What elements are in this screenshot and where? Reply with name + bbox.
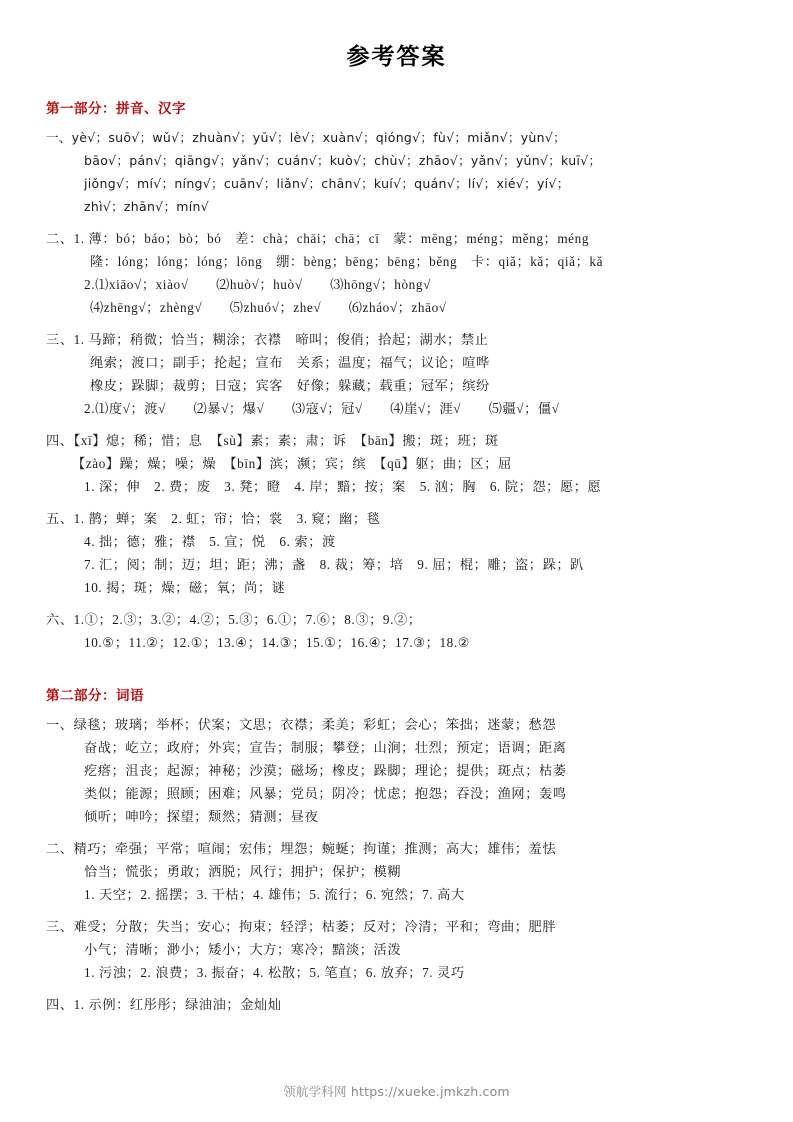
answer-line: 一、yè√；suō√；wǔ√；zhuàn√；yū√；lè√；xuàn√；qióng√；fù√；miǎn√；yùn√；: [46, 130, 566, 145]
answer-line: 【zào】躁；燥；噪；燥 【bīn】滨；濒；宾；缤 【qū】躯；曲；区；屈: [72, 456, 512, 471]
question-block-part1-q5: [46, 507, 747, 599]
question-block-part1-q6: [46, 608, 747, 654]
answer-line: 三、难受；分散；失当；安心；拘束；轻浮；枯萎；反对；冷清；平和；弯曲；肥胖: [46, 919, 557, 934]
answer-line: 1. 深；伸 2. 费；废 3. 凳；瞪 4. 岸；黯；按；案 5. 汹；胸 6. 院；怨；愿；愿: [84, 479, 602, 494]
answer-line: 1. 天空；2. 摇摆；3. 干枯；4. 雄伟；5. 流行；6. 宛然；7. 高大: [84, 887, 465, 902]
question-block-part2-q3: [46, 915, 747, 984]
answer-line: 2.⑴xiāo√；xiào√ ⑵huò√；huò√ ⑶hōng√；hòng√: [84, 277, 431, 292]
answer-line: 二、1. 薄：bó；báo；bò；bó 差：chà；chāi；chā；cī 蒙：mēng；méng；měng；méng: [46, 231, 590, 246]
page-title: 参考答案: [346, 44, 447, 70]
answer-line: 恰当；慌张；勇敢；洒脱；风行；拥护；保护；模糊: [84, 864, 402, 879]
answer-line: 隆：lóng；lóng；lóng；lōng 绷：bèng；bēng；bēng；běng 卡：qiǎ；kǎ；qiǎ；kǎ: [90, 254, 604, 269]
answer-line: 疙瘩；沮丧；起源；神秘；沙漠；磁场；橡皮；跺脚；理论；提供；斑点；枯萎: [84, 763, 567, 778]
part-header-2: 第二部分：词语: [46, 688, 144, 704]
answer-line: 倾听；呻吟；探望；颓然；猜测；昼夜: [84, 809, 319, 824]
question-block-part1-q4: [46, 429, 747, 498]
answer-line: 二、精巧；牵强；平常；喧闹；宏伟；埋怨；蜿蜒；拘谨；推测；高大；雄伟；羞怯: [46, 841, 557, 856]
question-block-part2-q1: [46, 713, 747, 828]
answer-line: jiǒng√；mí√；níng√；cuān√；liǎn√；chān√；kuí√；quán√；lí√；xié√；yí√；: [84, 176, 570, 191]
answer-line: bāo√；pán√；qiāng√；yǎn√；cuán√；kuò√；chù√；zhāo√；yǎn√；yǔn√；kuī√；: [84, 153, 602, 168]
part-header-1: 第一部分：拼音、汉字: [46, 101, 186, 117]
answer-line: 类似；能源；照顾；困难；风暴；党员；阴冷；忧虑；抱怨；吞没；渔网；轰鸣: [84, 786, 567, 801]
answer-line: 一、绿毯；玻璃；举杯；伏案；文思；衣襟；柔美；彩虹；会心；笨拙；迷蒙；愁怨: [46, 717, 557, 732]
site-watermark: 领航学科网 https://xueke.jmkzh.com: [283, 1084, 510, 1099]
question-block-part1-q3: [46, 328, 747, 420]
answer-line: 4. 拙；德；雅；襟 5. 宣；悦 6. 索；渡: [84, 534, 336, 549]
answer-line: 小气；清晰；渺小；矮小；大方；寒冷；黯淡；活泼: [84, 942, 402, 957]
question-block-part2-q4: [46, 993, 747, 1016]
answer-line: 奋战；屹立；政府；外宾；宣告；制服；攀登；山涧；壮烈；预定；语调；距离: [84, 740, 567, 755]
answer-line: 2.⑴度√；渡√ ⑵暴√；爆√ ⑶寇√；冠√ ⑷崖√；涯√ ⑸疆√；僵√: [84, 401, 560, 416]
answer-line: 橡皮；跺脚；裁剪；日寇；宾客 好像；躲藏；载重；冠军；缤纷: [90, 378, 490, 393]
answer-line: 绳索；渡口；副手；抡起；宣布 关系；温度；福气；议论；喧哗: [90, 355, 490, 370]
question-block-part1-q1: [46, 126, 747, 218]
answer-line: 10.⑤；11.②；12.①；13.④；14.③；15.①；16.④；17.③；18.②: [84, 635, 471, 650]
answer-line: 1. 污浊；2. 浪费；3. 振奋；4. 松散；5. 笔直；6. 放弃；7. 灵巧: [84, 965, 465, 980]
answer-line: 10. 揭；斑；燥；磁；氧；尚；谜: [84, 580, 286, 595]
answer-line: 7. 汇；阅；制；迈；坦；距；沸；盏 8. 裁；筹；培 9. 屈；棍；雕；盗；跺；趴: [84, 557, 584, 572]
answer-line: 六、1.①；2.③；3.②；4.②；5.③；6.①；7.⑥；8.③；9.②；: [46, 612, 422, 627]
answer-line: 五、1. 鹊；蝉；案 2. 虹；帘；恰；裳 3. 窥；幽；毯: [46, 511, 381, 526]
answer-line: 四、【xī】熄；稀；惜；息 【sù】素；素；肃；诉 【bān】搬；斑；班；斑: [46, 433, 499, 448]
question-block-part1-q2: [46, 227, 747, 319]
answer-line: 四、1. 示例：红彤彤；绿油油；金灿灿: [46, 997, 282, 1012]
question-block-part2-q2: [46, 837, 747, 906]
answer-line: zhì√；zhān√；mín√: [84, 199, 209, 214]
answer-line: ⑷zhēng√；zhèng√ ⑸zhuó√；zhe√ ⑹zháo√；zhāo√: [90, 300, 447, 315]
answer-line: 三、1. 马蹄；稍微；恰当；糊涂；衣襟 啼叫；俊俏；拾起；湖水；禁止: [46, 332, 489, 347]
